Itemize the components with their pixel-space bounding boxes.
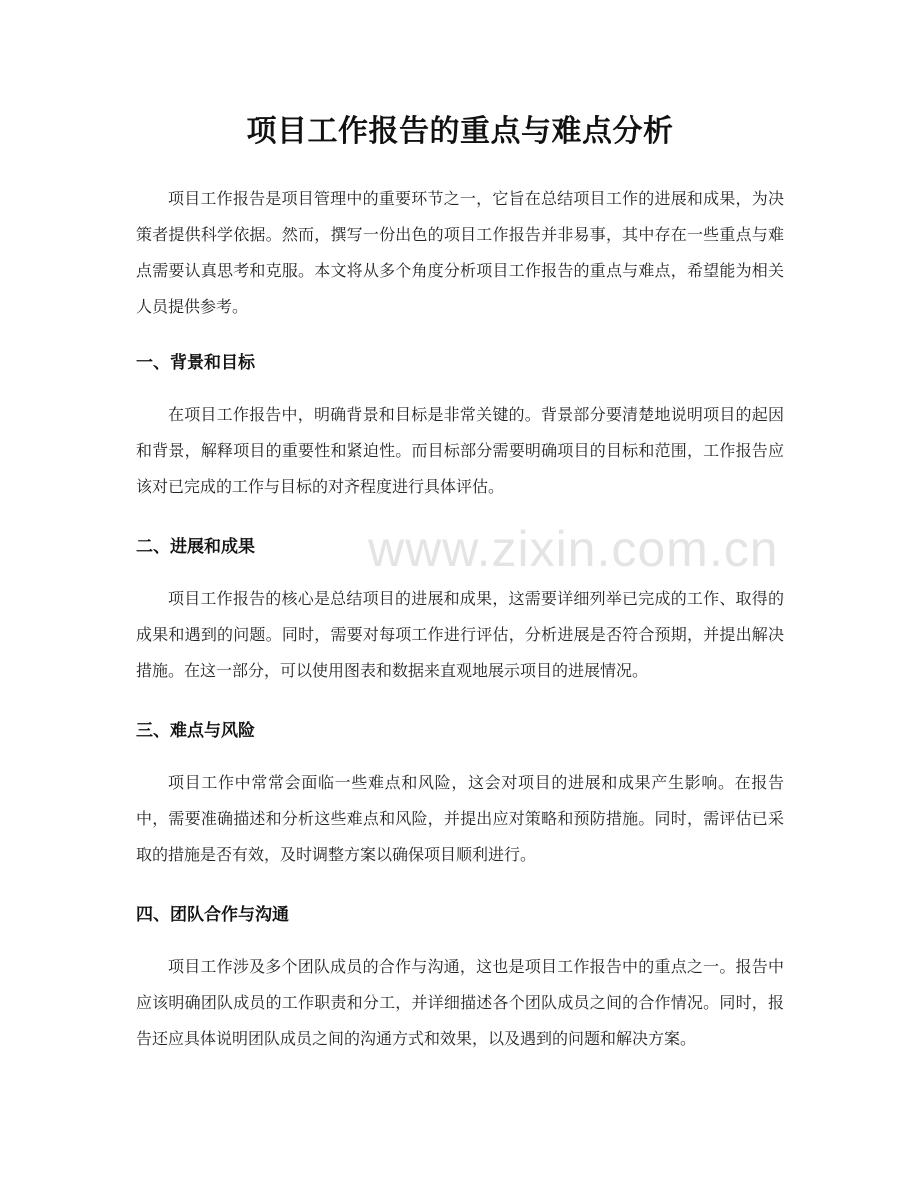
document-title: 项目工作报告的重点与难点分析 [246, 114, 674, 149]
section-body-progress-results: 项目工作报告的核心是总结项目的进展和成果，这需要详细列举已完成的工作、取得的成果和遇到的问题。同时，需要对每项工作进行评估，分析进展是否符合预期，并提出解决措施。在这一部分，可以使用图表和数据来直观地展示项目的进展情况。 [136, 589, 784, 680]
section-heading-difficulties-risks: 三、难点与风险 [136, 721, 255, 741]
section-heading-background-goals: 一、背景和目标 [136, 353, 255, 373]
section-body-teamwork-communication: 项目工作涉及多个团队成员的合作与沟通，这也是项目工作报告中的重点之一。报告中应该明确团队成员的工作职责和分工，并详细描述各个团队成员之间的合作情况。同时，报告还应具体说明团队成员之间的沟通方式和效果，以及遇到的问题和解决方案。 [136, 957, 784, 1048]
section-body-difficulties-risks: 项目工作中常常会面临一些难点和风险，这会对项目的进展和成果产生影响。在报告中，需要准确描述和分析这些难点和风险，并提出应对策略和预防措施。同时，需评估已采取的措施是否有效，及时调整方案以确保项目顺利进行。 [136, 773, 784, 864]
document-content [136, 108, 784, 1057]
watermark: www.zixin.com.cn [368, 521, 779, 577]
section-body-background-goals: 在项目工作报告中，明确背景和目标是非常关键的。背景部分要清楚地说明项目的起因和背景，解释项目的重要性和紧迫性。而目标部分需要明确项目的目标和范围，工作报告应该对已完成的工作与目标的对齐程度进行具体评估。 [136, 405, 784, 496]
section-heading-teamwork-communication: 四、团队合作与沟通 [136, 905, 289, 925]
intro-paragraph: 项目工作报告是项目管理中的重要环节之一，它旨在总结项目工作的进展和成果，为决策者提供科学依据。然而，撰写一份出色的项目工作报告并非易事，其中存在一些重点与难点需要认真思考和克服。本文将从多个角度分析项目工作报告的重点与难点，希望能为相关人员提供参考。 [136, 189, 784, 316]
section-heading-progress-results: 二、进展和成果 [136, 537, 255, 557]
